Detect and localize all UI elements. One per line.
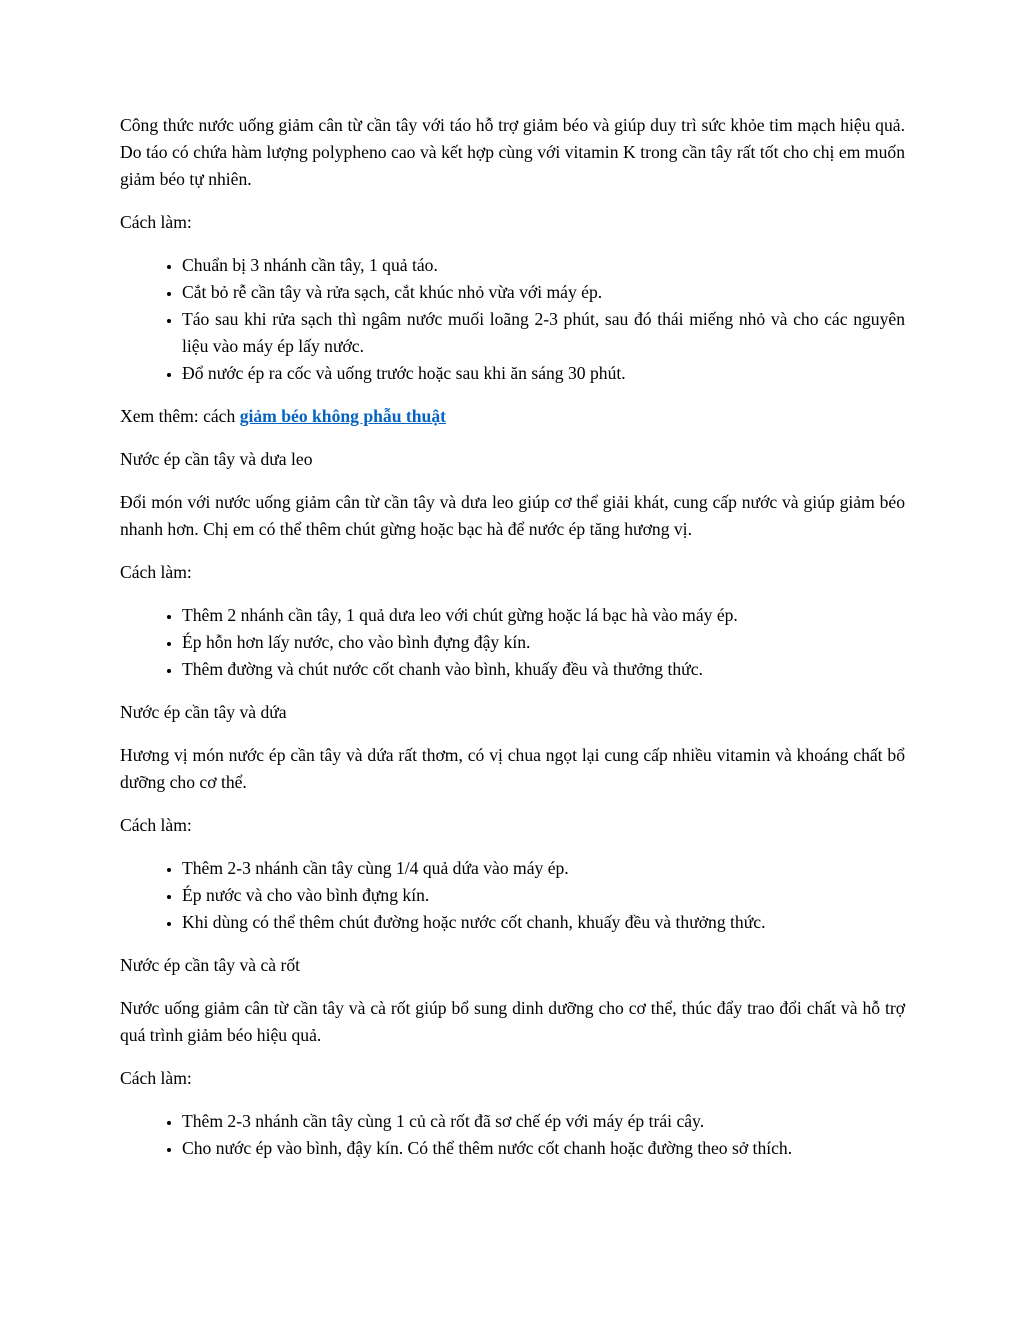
section-heading-cucumber: Nước ép cần tây và dưa leo — [120, 449, 313, 469]
bullet-item: • Táo sau khi rửa sạch thì ngâm nước muối loãng 2-3 phút, sau đó thái miếng nhỏ và cho các nguyên liệu vào máy ép lấy nước. — [182, 306, 905, 360]
see-more-paragraph — [120, 403, 905, 430]
section-heading-carrot: Nước ép cần tây và cà rốt — [120, 955, 301, 975]
steps-list-apple — [120, 252, 905, 387]
intro-paragraph-cucumber: Đổi món với nước uống giảm cân từ cần tây và dưa leo giúp cơ thể giải khát, cung cấp nước và giúp giảm béo nhanh hơn. Chị em có thể thêm chút gừng hoặc bạc hà để nước ép tăng hương vị. — [120, 492, 905, 539]
bullet-item: • Cắt bỏ rễ cần tây và rửa sạch, cắt khúc nhỏ vừa với máy ép. — [182, 279, 905, 306]
intro-paragraph-carrot: Nước uống giảm cân từ cần tây và cà rốt giúp bổ sung dinh dưỡng cho cơ thể, thúc đẩy trao đổi chất và hỗ trợ quá trình giảm béo hiệu quả. — [120, 998, 905, 1045]
steps-list-pineapple — [120, 855, 905, 936]
bullet-item: • Đổ nước ép ra cốc và uống trước hoặc sau khi ăn sáng 30 phút. — [182, 360, 905, 387]
inline-link[interactable]: giảm béo không phẫu thuật — [239, 406, 446, 426]
intro-paragraph-pineapple: Hương vị món nước ép cần tây và dứa rất thơm, có vị chua ngọt lại cung cấp nhiều vitamin và khoáng chất bổ dưỡng cho cơ thể. — [120, 745, 905, 792]
intro-paragraph-apple: Công thức nước uống giảm cân từ cần tây với táo hỗ trợ giảm béo và giúp duy trì sức khỏe tim mạch hiệu quả. Do táo có chứa hàm lượng polypheno cao và kết hợp cùng với vitamin K trong cần tây rất tốt cho chị em muốn giảm béo tự nhiên. — [120, 115, 905, 189]
bullet-item: • Cho nước ép vào bình, đậy kín. Có thể thêm nước cốt chanh hoặc đường theo sở thích. — [182, 1135, 905, 1162]
section-heading-pineapple: Nước ép cần tây và dứa — [120, 702, 287, 722]
bullet-item: • Thêm 2-3 nhánh cần tây cùng 1/4 quả dứa vào máy ép. — [182, 855, 905, 882]
bullet-item: • Ép nước và cho vào bình đựng kín. — [182, 882, 905, 909]
bullet-item: • Chuẩn bị 3 nhánh cần tây, 1 quả táo. — [182, 252, 905, 279]
bullet-item: • Thêm 2-3 nhánh cần tây cùng 1 củ cà rốt đã sơ chế ép với máy ép trái cây. — [182, 1108, 905, 1135]
see-more-prefix: Xem thêm: cách — [120, 406, 240, 426]
how-to-label-pineapple: Cách làm: — [120, 815, 192, 835]
bullet-item: • Thêm đường và chút nước cốt chanh vào bình, khuấy đều và thưởng thức. — [182, 656, 905, 683]
bullet-item: • Khi dùng có thể thêm chút đường hoặc nước cốt chanh, khuấy đều và thưởng thức. — [182, 909, 905, 936]
how-to-label-carrot: Cách làm: — [120, 1068, 192, 1088]
how-to-label-cucumber: Cách làm: — [120, 562, 192, 582]
steps-list-cucumber — [120, 602, 905, 683]
steps-list-carrot — [120, 1108, 905, 1162]
bullet-item: • Thêm 2 nhánh cần tây, 1 quả dưa leo với chút gừng hoặc lá bạc hà vào máy ép. — [182, 602, 905, 629]
how-to-label-apple: Cách làm: — [120, 212, 192, 232]
bullet-item: • Ép hỗn hơn lấy nước, cho vào bình đựng đậy kín. — [182, 629, 905, 656]
